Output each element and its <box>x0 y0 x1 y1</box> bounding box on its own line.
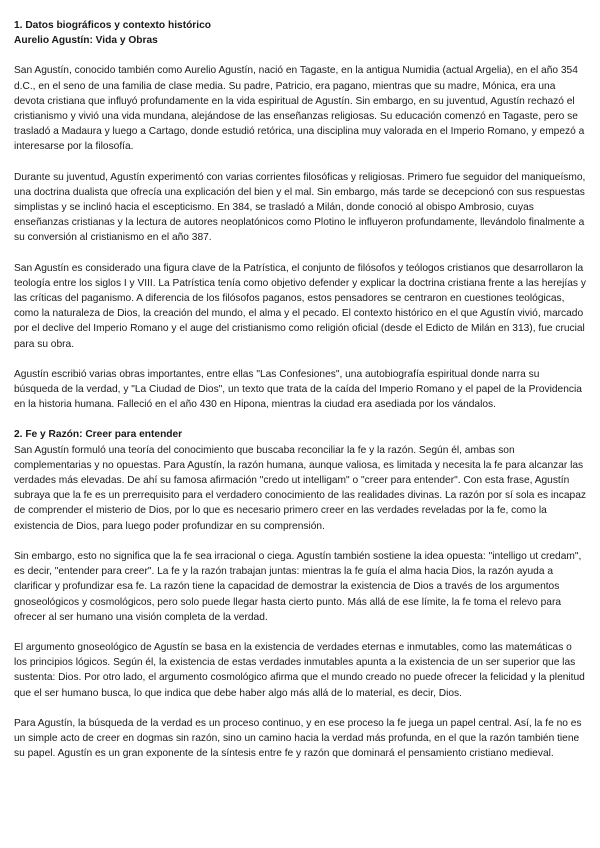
paragraph: San Agustín formuló una teoría del conocimiento que buscaba reconciliar la fe y la razón. Según él, ambas son complementarias y no opuestas. Para Agustín, la razón humana, aunque valiosa, es limitada y necesita la fe para alcanzar las verdades más elevadas. De ahí su famosa afirmación "credo ut intelligam" o "creer para entender". Con esta frase, Agustín subraya que la fe es un prerrequisito para el verdadero conocimiento de las realidades divinas. La razón por sí sola es incapaz de comprender el misterio de Dios, por lo que es necesario primero creer en las verdades reveladas por la fe, como la existencia de Dios, para luego poder profundizar en su comprensión. <box>14 444 586 532</box>
paragraph: Agustín escribió varias obras importantes, entre ellas "Las Confesiones", una autobiografía espiritual donde narra su búsqueda de la verdad, y "La Ciudad de Dios", un texto que trata de la caída del Imperio Romano y el papel de la Providencia en la historia humana. Falleció en el año 430 en Hipona, mientras la ciudad era asediada por los vándalos. <box>14 368 582 411</box>
paragraph: Durante su juventud, Agustín experimentó con varias corrientes filosóficas y religiosas. Primero fue seguidor del maniqueísmo, una doctrina dualista que ofrecía una explicación del bien y el mal. Sin embargo, más tarde se decepcionó con sus respuestas simplistas y se inclinó hacia el escepticismo. En 384, se trasladó a Milán, donde conoció al obispo Ambrosio, cuyas enseñanzas cristianas y la lectura de autores neoplatónicos como Plotino le influyeron profundamente, llevándolo finalmente a su conversión al cristianismo en el año 387. <box>14 171 586 244</box>
paragraph: San Agustín es considerado una figura clave de la Patrística, el conjunto de filósofos y teólogos cristianos que desarrollaron la teología entre los siglos I y VIII. La Patrística tenía como objetivo defender y explicar la doctrina cristiana frente a las herejías y las críticas del paganismo. A diferencia de los filósofos paganos, estos pensadores se centraron en cuestiones teológicas, como la naturaleza de Dios, la creación del mundo, el alma y el pecado. El contexto histórico en el que Agustín vivió, marcado por el declive del Imperio Romano y el auge del cristianismo como religión oficial (desde el Edicto de Milán en 313), fue crucial para su obra. <box>14 262 586 350</box>
paragraph: Sin embargo, esto no significa que la fe sea irracional o ciega. Agustín también sostiene la idea opuesta: "intelligo ut credam", es decir, "entender para creer". La fe y la razón trabajan juntas: mientras la fe guía el alma hacia Dios, la razón ayuda a clarificar y profundizar esa fe. La razón tiene la capacidad de demostrar la existencia de Dios a través de los argumentos gnoseológicos y cosmológicos, pero solo puede llegar hasta cierto punto. Más allá de ese límite, la fe toma el relevo para ofrecer al ser humano una visión completa de la verdad. <box>14 550 582 623</box>
paragraph: San Agustín, conocido también como Aurelio Agustín, nació en Tagaste, en la antigua Numidia (actual Argelia), en el año 354 d.C., en el seno de una familia de clase media. Su padre, Patricio, era pagano, mientras que su madre, Mónica, era una devota cristiana que influyó profundamente en la vida espiritual de Agustín. Sin embargo, en su juventud, Agustín rechazó el cristianismo y vivió una vida mundana, alejándose de las enseñanzas religiosas. Su educación comenzó en Tagaste, pero se trasladó a Madaura y luego a Cartago, donde estudió retórica, una disciplina muy valorada en el Imperio Romano, y empezó a interesarse por la filosofía. <box>14 65 585 153</box>
section-2-heading: 2. Fe y Razón: Creer para entender <box>14 429 183 441</box>
section-faith-reason <box>14 427 586 761</box>
paragraph: Para Agustín, la búsqueda de la verdad es un proceso continuo, y en ese proceso la fe juega un papel central. Así, la fe no es un simple acto de creer en dogmas sin razón, sino un camino hacia la verdad más profunda, en el que la razón también tiene su papel. Agustín es un gran exponente de la síntesis entre fe y razón que dominará el pensamiento cristiano medieval. <box>14 717 582 760</box>
section-1-heading: 1. Datos biográficos y contexto histórico <box>14 20 211 31</box>
paragraph: El argumento gnoseológico de Agustín se basa en la existencia de verdades eternas e inmutables, como las matemáticas o los principios lógicos. Según él, la existencia de estas verdades inmutables apunta a la existencia de un ser superior que las sustenta: Dios. Por otro lado, el argumento cosmológico afirma que el mundo creado no puede ofrecer la felicidad y la plenitud que el ser humano busca, lo que indica que debe haber algo más allá de lo material, es decir, Dios. <box>14 641 585 699</box>
section-1-subheading: Aurelio Agustín: Vida y Obras <box>14 35 158 47</box>
section-biography <box>14 18 586 412</box>
document-page <box>14 18 586 776</box>
